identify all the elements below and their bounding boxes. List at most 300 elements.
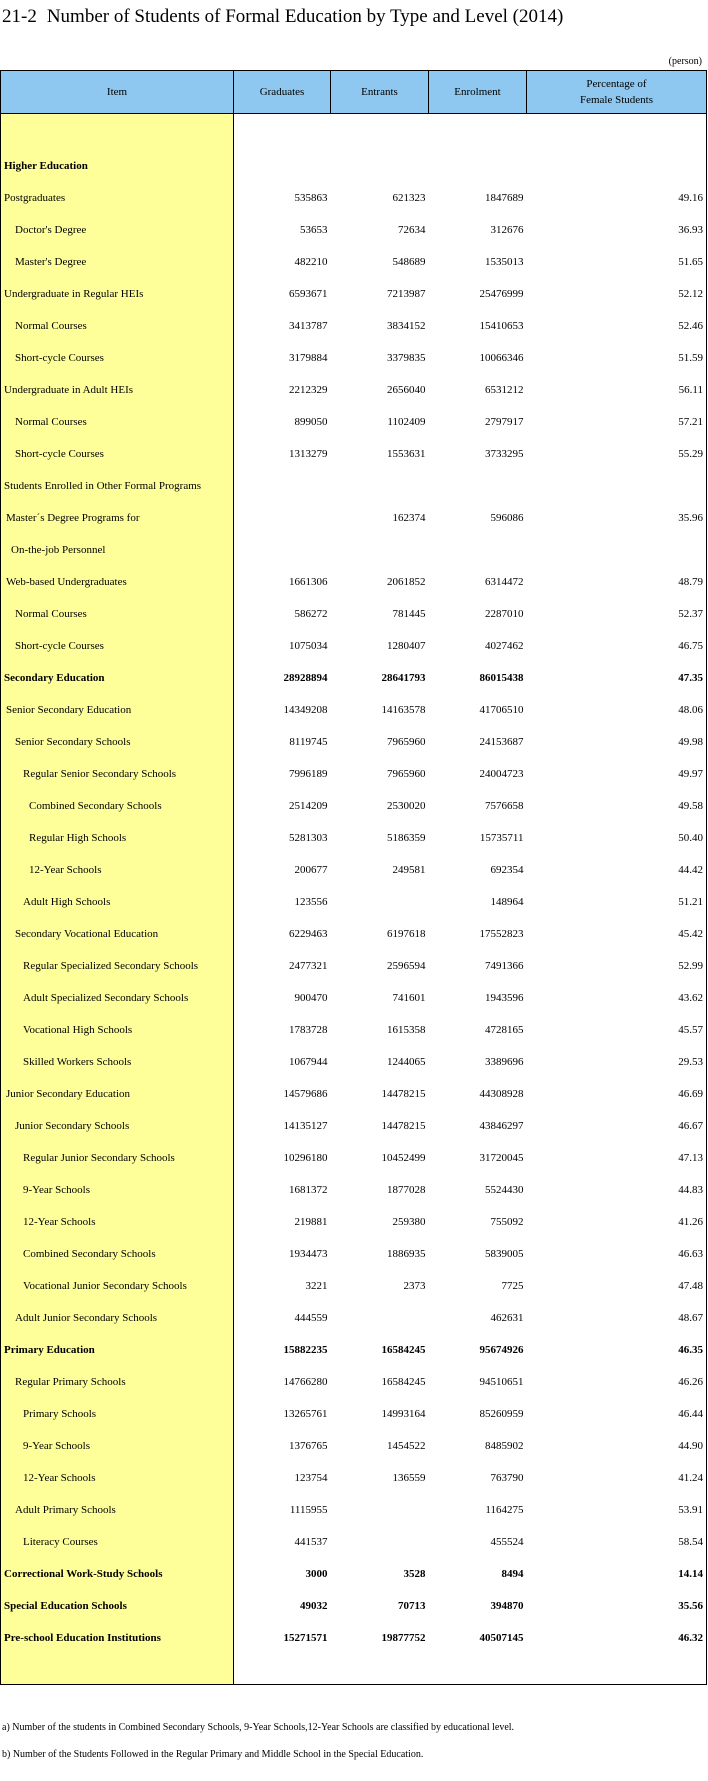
entrants-cell: 14478215: [381, 1120, 426, 1132]
spacer-row: [1, 114, 707, 151]
graduates-cell: 219881: [294, 1216, 328, 1228]
col-header-enrolment: Enrolment: [429, 71, 527, 114]
entrants-cell: 16584245: [381, 1376, 426, 1388]
table-row: [1, 1590, 707, 1622]
graduates-cell: 200677: [294, 864, 328, 876]
row-label: Adult Primary Schools: [1, 1494, 234, 1526]
entrants-cell: 7965960: [387, 736, 426, 748]
female-percentage-cell: 44.90: [527, 1430, 707, 1462]
enrolment-cell: 24004723: [479, 768, 524, 780]
entrants-cell: 1877028: [387, 1184, 426, 1196]
entrants-cell: [331, 1494, 429, 1526]
entrants-cell: 16584245: [381, 1344, 426, 1356]
female-percentage-cell: [527, 534, 707, 566]
entrants-cell: 1553631: [387, 448, 426, 460]
table-row: [1, 918, 707, 950]
enrolment-cell: 8494: [501, 1568, 524, 1580]
row-label: Normal Courses: [1, 406, 234, 438]
title-number: 21-2: [2, 6, 37, 27]
graduates-cell: 1681372: [289, 1184, 328, 1196]
page-title: [2, 6, 563, 28]
female-percentage-cell: 51.65: [527, 246, 707, 278]
row-label: Short-cycle Courses: [1, 630, 234, 662]
female-percentage-cell: 53.91: [527, 1494, 707, 1526]
row-label: Postgraduates: [1, 182, 234, 214]
female-percentage-cell: 46.44: [527, 1398, 707, 1430]
table-row: [1, 1430, 707, 1462]
graduates-cell: 123754: [294, 1472, 328, 1484]
enrolment-cell: 40507145: [479, 1632, 524, 1644]
enrolment-cell: 4027462: [485, 640, 524, 652]
enrolment-cell: 15410653: [479, 320, 524, 332]
table-row: [1, 1558, 707, 1590]
table-row: [1, 278, 707, 310]
row-label: Adult Specialized Secondary Schools: [1, 982, 234, 1014]
table-row: [1, 1078, 707, 1110]
graduates-cell: 1934473: [289, 1248, 328, 1260]
row-label: Secondary Education: [1, 662, 234, 694]
enrolment-cell: 4728165: [485, 1024, 524, 1036]
row-label: Students Enrolled in Other Formal Programs: [1, 470, 234, 502]
row-label: Short-cycle Courses: [1, 438, 234, 470]
row-label: Junior Secondary Schools: [1, 1110, 234, 1142]
enrolment-cell: 3389696: [485, 1056, 524, 1068]
row-label: Special Education Schools: [1, 1590, 234, 1622]
graduates-cell: 2477321: [289, 960, 328, 972]
row-label: Higher Education: [1, 150, 234, 182]
table-row: [1, 1526, 707, 1558]
enrolment-cell: 41706510: [479, 704, 524, 716]
graduates-cell: 1075034: [289, 640, 328, 652]
row-label: Correctional Work-Study Schools: [1, 1558, 234, 1590]
graduates-cell: 3221: [305, 1280, 328, 1292]
female-percentage-cell: 57.21: [527, 406, 707, 438]
entrants-cell: 5186359: [387, 832, 426, 844]
graduates-cell: 8119745: [289, 736, 328, 748]
entrants-cell: [331, 1302, 429, 1334]
table-row: [1, 886, 707, 918]
entrants-cell: 19877752: [381, 1632, 426, 1644]
female-percentage-cell: 36.93: [527, 214, 707, 246]
enrolment-cell: [429, 150, 527, 182]
row-label: Secondary Vocational Education: [1, 918, 234, 950]
enrolment-cell: 6314472: [485, 576, 524, 588]
graduates-cell: 899050: [294, 416, 328, 428]
table-row: [1, 982, 707, 1014]
data-table: [0, 70, 707, 1685]
enrolment-cell: 5839005: [485, 1248, 524, 1260]
row-label: Vocational Junior Secondary Schools: [1, 1270, 234, 1302]
graduates-cell: 2212329: [289, 384, 328, 396]
table-row: [1, 182, 707, 214]
enrolment-cell: 312676: [490, 224, 524, 236]
entrants-cell: 548689: [392, 256, 426, 268]
graduates-cell: 14135127: [283, 1120, 328, 1132]
footnotes: [2, 1722, 514, 1776]
entrants-cell: 6197618: [387, 928, 426, 940]
col-header-female-percentage: [527, 71, 707, 114]
table-row: [1, 1046, 707, 1078]
row-label: Combined Secondary Schools: [1, 790, 234, 822]
entrants-cell: 1280407: [387, 640, 426, 652]
graduates-cell: [234, 150, 331, 182]
female-percentage-cell: 58.54: [527, 1526, 707, 1558]
enrolment-cell: 44308928: [479, 1088, 524, 1100]
female-percentage-cell: [527, 470, 707, 502]
graduates-cell: 444559: [294, 1312, 328, 1324]
enrolment-cell: 10066346: [479, 352, 524, 364]
enrolment-cell: 94510651: [479, 1376, 524, 1388]
entrants-cell: 1454522: [387, 1440, 426, 1452]
table-row: [1, 1302, 707, 1334]
table-row: [1, 1270, 707, 1302]
graduates-cell: 49032: [300, 1600, 328, 1612]
entrants-cell: 1244065: [387, 1056, 426, 1068]
table-row: [1, 150, 707, 182]
table-row: [1, 630, 707, 662]
graduates-cell: 3413787: [289, 320, 328, 332]
row-label: Short-cycle Courses: [1, 342, 234, 374]
graduates-cell: 535863: [294, 192, 328, 204]
female-percentage-cell: 50.40: [527, 822, 707, 854]
table-row: [1, 790, 707, 822]
table-row: [1, 694, 707, 726]
entrants-cell: [331, 534, 429, 566]
female-percentage-cell: 44.83: [527, 1174, 707, 1206]
entrants-cell: 781445: [392, 608, 426, 620]
entrants-cell: [331, 150, 429, 182]
graduates-cell: 123556: [294, 896, 328, 908]
row-label: Primary Schools: [1, 1398, 234, 1430]
entrants-cell: 2061852: [387, 576, 426, 588]
graduates-cell: [234, 502, 331, 534]
enrolment-cell: 8485902: [485, 1440, 524, 1452]
graduates-cell: 3000: [305, 1568, 328, 1580]
graduates-cell: 28928894: [283, 672, 328, 684]
table-row: [1, 1494, 707, 1526]
row-label: Doctor's Degree: [1, 214, 234, 246]
enrolment-cell: 17552823: [479, 928, 524, 940]
entrants-cell: 70713: [398, 1600, 426, 1612]
row-label: Master´s Degree Programs for: [1, 502, 234, 534]
entrants-cell: [331, 886, 429, 918]
graduates-cell: 900470: [294, 992, 328, 1004]
table-row: [1, 1398, 707, 1430]
enrolment-cell: 455524: [490, 1536, 524, 1548]
row-label: Vocational High Schools: [1, 1014, 234, 1046]
table-row: [1, 758, 707, 790]
row-label: Master's Degree: [1, 246, 234, 278]
entrants-cell: 259380: [392, 1216, 426, 1228]
row-label: 12-Year Schools: [1, 1206, 234, 1238]
graduates-cell: 6229463: [289, 928, 328, 940]
col-header-female-line1: Percentage of: [586, 78, 647, 90]
female-percentage-cell: 48.79: [527, 566, 707, 598]
female-percentage-cell: 51.59: [527, 342, 707, 374]
female-percentage-cell: 47.13: [527, 1142, 707, 1174]
entrants-cell: 136559: [392, 1472, 426, 1484]
enrolment-cell: 43846297: [479, 1120, 524, 1132]
row-label: Adult Junior Secondary Schools: [1, 1302, 234, 1334]
female-percentage-cell: 43.62: [527, 982, 707, 1014]
entrants-cell: 7965960: [387, 768, 426, 780]
female-percentage-cell: 44.42: [527, 854, 707, 886]
enrolment-cell: 15735711: [479, 832, 524, 844]
graduates-cell: 1661306: [289, 576, 328, 588]
enrolment-cell: [429, 470, 527, 502]
table-row: [1, 662, 707, 694]
graduates-cell: 53653: [300, 224, 328, 236]
table-row: [1, 214, 707, 246]
entrants-cell: 3834152: [387, 320, 426, 332]
table-row: [1, 598, 707, 630]
female-percentage-cell: 52.37: [527, 598, 707, 630]
female-percentage-cell: 56.11: [527, 374, 707, 406]
enrolment-cell: 2287010: [485, 608, 524, 620]
enrolment-cell: 7576658: [485, 800, 524, 812]
row-label: 9-Year Schools: [1, 1430, 234, 1462]
enrolment-cell: 85260959: [479, 1408, 524, 1420]
entrants-cell: [331, 1526, 429, 1558]
female-percentage-cell: 35.56: [527, 1590, 707, 1622]
enrolment-cell: 763790: [490, 1472, 524, 1484]
enrolment-cell: 7725: [501, 1280, 524, 1292]
graduates-cell: 1376765: [289, 1440, 328, 1452]
row-label: 12-Year Schools: [1, 854, 234, 886]
enrolment-cell: 2797917: [485, 416, 524, 428]
female-percentage-cell: 46.75: [527, 630, 707, 662]
entrants-cell: [331, 470, 429, 502]
enrolment-cell: 1164275: [485, 1504, 524, 1516]
graduates-cell: 1783728: [289, 1024, 328, 1036]
row-label: Normal Courses: [1, 310, 234, 342]
female-percentage-cell: 49.58: [527, 790, 707, 822]
female-percentage-cell: 51.21: [527, 886, 707, 918]
graduates-cell: 14766280: [283, 1376, 328, 1388]
enrolment-cell: 148964: [490, 896, 524, 908]
enrolment-cell: 3733295: [485, 448, 524, 460]
enrolment-cell: 1535013: [485, 256, 524, 268]
row-label: Regular Specialized Secondary Schools: [1, 950, 234, 982]
female-percentage-cell: 14.14: [527, 1558, 707, 1590]
female-percentage-cell: 46.26: [527, 1366, 707, 1398]
table-row: [1, 310, 707, 342]
table-row: [1, 406, 707, 438]
table-row: [1, 1174, 707, 1206]
table-row: [1, 1238, 707, 1270]
graduates-cell: 5281303: [289, 832, 328, 844]
entrants-cell: 10452499: [381, 1152, 426, 1164]
female-percentage-cell: 41.24: [527, 1462, 707, 1494]
row-label: On-the-job Personnel: [1, 534, 234, 566]
enrolment-cell: 25476999: [479, 288, 524, 300]
col-header-female-line2: Female Students: [579, 94, 654, 106]
table-row: [1, 1142, 707, 1174]
enrolment-cell: [429, 534, 527, 566]
female-percentage-cell: 48.67: [527, 1302, 707, 1334]
table-row: [1, 950, 707, 982]
row-label: Undergraduate in Adult HEIs: [1, 374, 234, 406]
graduates-cell: 586272: [294, 608, 328, 620]
table-row: [1, 566, 707, 598]
female-percentage-cell: 49.98: [527, 726, 707, 758]
entrants-cell: 2596594: [387, 960, 426, 972]
female-percentage-cell: 46.32: [527, 1622, 707, 1654]
col-header-graduates: Graduates: [234, 71, 331, 114]
table-row: [1, 1622, 707, 1654]
enrolment-cell: 86015438: [479, 672, 524, 684]
female-percentage-cell: 52.99: [527, 950, 707, 982]
graduates-cell: 14579686: [283, 1088, 328, 1100]
graduates-cell: 1067944: [289, 1056, 328, 1068]
female-percentage-cell: [527, 150, 707, 182]
entrants-cell: 2373: [403, 1280, 426, 1292]
entrants-cell: 72634: [398, 224, 426, 236]
table-row: [1, 726, 707, 758]
row-label: Pre-school Education Institutions: [1, 1622, 234, 1654]
enrolment-cell: 462631: [490, 1312, 524, 1324]
female-percentage-cell: 35.96: [527, 502, 707, 534]
table-row: [1, 822, 707, 854]
entrants-cell: 7213987: [387, 288, 426, 300]
table-row: [1, 1110, 707, 1142]
entrants-cell: 741601: [392, 992, 426, 1004]
graduates-cell: 6593671: [289, 288, 328, 300]
entrants-cell: 14478215: [381, 1088, 426, 1100]
table-row: [1, 246, 707, 278]
row-label: Regular Junior Secondary Schools: [1, 1142, 234, 1174]
graduates-cell: 15882235: [283, 1344, 328, 1356]
female-percentage-cell: 46.63: [527, 1238, 707, 1270]
enrolment-cell: 394870: [490, 1600, 524, 1612]
table-row: [1, 342, 707, 374]
table-row: [1, 438, 707, 470]
enrolment-cell: 5524430: [485, 1184, 524, 1196]
row-label: 12-Year Schools: [1, 1462, 234, 1494]
entrants-cell: 14163578: [381, 704, 426, 716]
row-label: Web-based Undergraduates: [1, 566, 234, 598]
row-label: Primary Education: [1, 1334, 234, 1366]
table-row: [1, 374, 707, 406]
enrolment-cell: 1943596: [485, 992, 524, 1004]
female-percentage-cell: 46.35: [527, 1334, 707, 1366]
female-percentage-cell: 52.46: [527, 310, 707, 342]
graduates-cell: 7996189: [289, 768, 328, 780]
female-percentage-cell: 49.16: [527, 182, 707, 214]
female-percentage-cell: 55.29: [527, 438, 707, 470]
row-label: Normal Courses: [1, 598, 234, 630]
col-header-entrants: Entrants: [331, 71, 429, 114]
table-row: [1, 1366, 707, 1398]
enrolment-cell: 31720045: [479, 1152, 524, 1164]
graduates-cell: 14349208: [283, 704, 328, 716]
col-header-item: Item: [1, 71, 234, 114]
footnote-b: b) Number of the Students Followed in the Regular Primary and Middle School in the Special Education.: [2, 1749, 424, 1760]
female-percentage-cell: 41.26: [527, 1206, 707, 1238]
table-row: [1, 1014, 707, 1046]
unit-label: (person): [668, 56, 702, 67]
title-text: Number of Students of Formal Education by Type and Level (2014): [46, 6, 564, 27]
graduates-cell: [234, 534, 331, 566]
entrants-cell: 3379835: [387, 352, 426, 364]
row-label: Combined Secondary Schools: [1, 1238, 234, 1270]
enrolment-cell: 24153687: [479, 736, 524, 748]
female-percentage-cell: 52.12: [527, 278, 707, 310]
graduates-cell: 10296180: [283, 1152, 328, 1164]
entrants-cell: 14993164: [381, 1408, 426, 1420]
table-row: [1, 854, 707, 886]
table-row: [1, 502, 707, 534]
bottom-spacer-row: [1, 1654, 707, 1685]
data-table-container: [0, 70, 706, 1685]
female-percentage-cell: 45.42: [527, 918, 707, 950]
row-label: Literacy Courses: [1, 1526, 234, 1558]
entrants-cell: 621323: [392, 192, 426, 204]
entrants-cell: 1886935: [387, 1248, 426, 1260]
entrants-cell: 2656040: [387, 384, 426, 396]
female-percentage-cell: 46.69: [527, 1078, 707, 1110]
entrants-cell: 1102409: [387, 416, 426, 428]
table-body: [1, 114, 707, 1685]
enrolment-cell: 6531212: [485, 384, 524, 396]
table-row: [1, 1462, 707, 1494]
graduates-cell: [234, 470, 331, 502]
footnote-a: a) Number of the students in Combined Secondary Schools, 9-Year Schools,12-Year Schools are classified by educational level.: [2, 1722, 515, 1733]
table-row: [1, 1334, 707, 1366]
graduates-cell: 13265761: [283, 1408, 328, 1420]
row-label: Junior Secondary Education: [1, 1078, 234, 1110]
enrolment-cell: 95674926: [479, 1344, 524, 1356]
entrants-cell: 249581: [392, 864, 426, 876]
row-label: Senior Secondary Schools: [1, 726, 234, 758]
entrants-cell: 162374: [392, 512, 426, 524]
female-percentage-cell: 45.57: [527, 1014, 707, 1046]
header-row: [1, 71, 707, 114]
enrolment-cell: 596086: [490, 512, 524, 524]
graduates-cell: 15271571: [283, 1632, 328, 1644]
enrolment-cell: 7491366: [485, 960, 524, 972]
graduates-cell: 441537: [294, 1536, 328, 1548]
female-percentage-cell: 46.67: [527, 1110, 707, 1142]
table-row: [1, 534, 707, 566]
graduates-cell: 1115955: [289, 1504, 328, 1516]
entrants-cell: 1615358: [387, 1024, 426, 1036]
entrants-cell: 3528: [403, 1568, 426, 1580]
row-label: Senior Secondary Education: [1, 694, 234, 726]
row-label: Regular Primary Schools: [1, 1366, 234, 1398]
entrants-cell: 2530020: [387, 800, 426, 812]
graduates-cell: 1313279: [289, 448, 328, 460]
table-row: [1, 1206, 707, 1238]
table-row: [1, 470, 707, 502]
row-label: Regular High Schools: [1, 822, 234, 854]
row-label: Skilled Workers Schools: [1, 1046, 234, 1078]
enrolment-cell: 692354: [490, 864, 524, 876]
female-percentage-cell: 47.48: [527, 1270, 707, 1302]
entrants-cell: 28641793: [381, 672, 426, 684]
enrolment-cell: 755092: [490, 1216, 524, 1228]
row-label: Regular Senior Secondary Schools: [1, 758, 234, 790]
graduates-cell: 482210: [294, 256, 328, 268]
female-percentage-cell: 47.35: [527, 662, 707, 694]
enrolment-cell: 1847689: [485, 192, 524, 204]
graduates-cell: 2514209: [289, 800, 328, 812]
row-label: Adult High Schools: [1, 886, 234, 918]
female-percentage-cell: 29.53: [527, 1046, 707, 1078]
row-label: 9-Year Schools: [1, 1174, 234, 1206]
row-label: Undergraduate in Regular HEIs: [1, 278, 234, 310]
female-percentage-cell: 48.06: [527, 694, 707, 726]
